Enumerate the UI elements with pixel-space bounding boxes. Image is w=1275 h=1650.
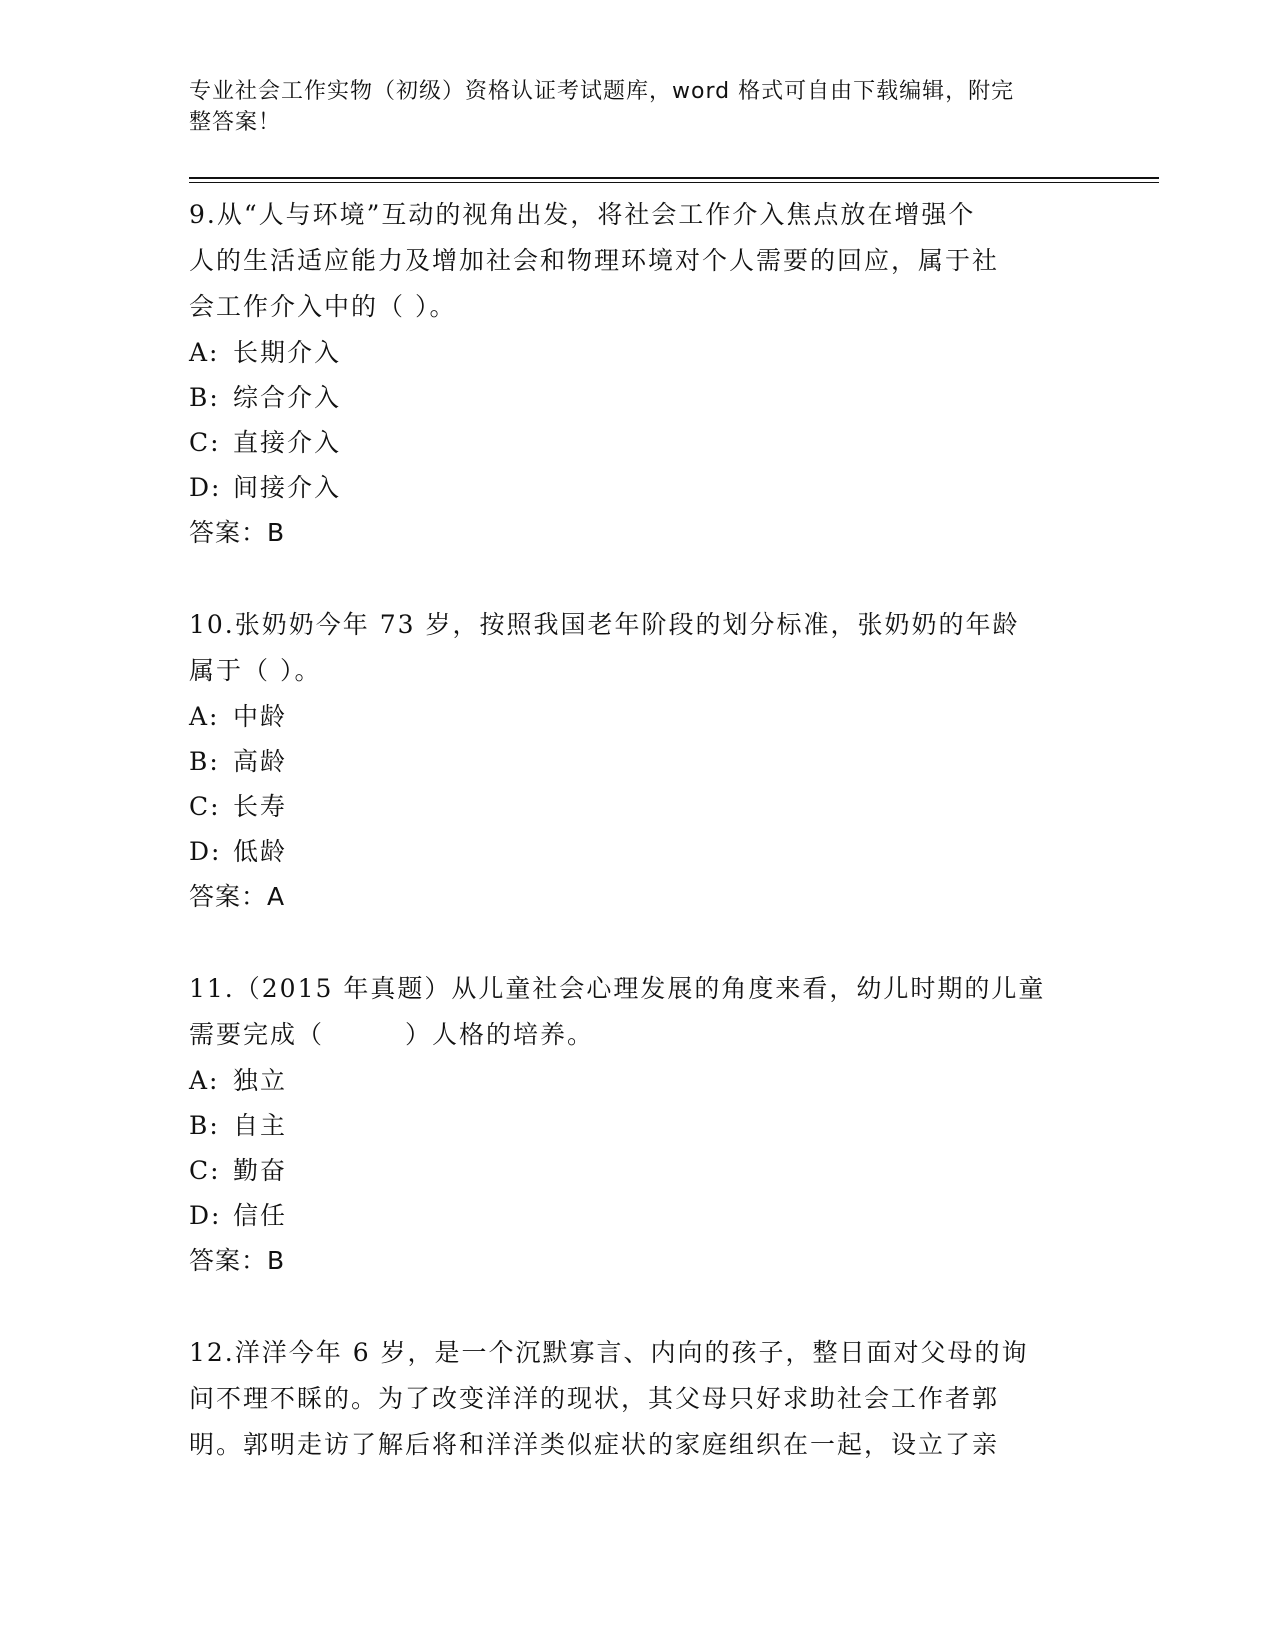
option-letter: A:	[189, 1066, 220, 1095]
question-stem-line: 12.洋洋今年 6 岁，是一个沉默寡言、内向的孩子，整日面对父母的询	[189, 1338, 1029, 1367]
option-text: 信任	[233, 1201, 288, 1230]
option-text: 长期介入	[233, 338, 342, 367]
question-stem-line: 问不理不睬的。为了改变洋洋的现状，其父母只好求助社会工作者郭	[189, 1384, 1000, 1413]
spacer	[189, 556, 1089, 602]
answer-line: 答案：A	[189, 882, 286, 911]
option-c	[189, 420, 1089, 465]
option-text: 综合介入	[233, 383, 342, 412]
option-c	[189, 784, 1089, 829]
option-c	[189, 1148, 1089, 1193]
question-stem-line: 10.张奶奶今年 73 岁，按照我国老年阶段的划分标准，张奶奶的年龄	[189, 610, 1020, 639]
header-line-1: 专业社会工作实物（初级）资格认证考试题库，word 格式可自由下载编辑，附完	[189, 79, 1015, 104]
answer-line: 答案：B	[189, 1246, 286, 1275]
option-letter: C:	[189, 1156, 221, 1185]
question-stem-line: 属于（ ）。	[189, 656, 322, 685]
option-text: 长寿	[233, 792, 288, 821]
question-stem-line: 明。郭明走访了解后将和洋洋类似症状的家庭组织在一起，设立了亲	[189, 1430, 1000, 1459]
option-d	[189, 829, 1089, 874]
option-b	[189, 375, 1089, 420]
option-text: 低龄	[233, 837, 288, 866]
header-line-2: 整答案！	[189, 110, 282, 135]
option-text: 间接介入	[233, 473, 342, 502]
option-letter: A:	[189, 338, 220, 367]
spacer	[189, 1284, 1089, 1330]
option-letter: D:	[189, 473, 222, 502]
question-stem-line: 需要完成（ ）人格的培养。	[189, 1020, 595, 1049]
option-a	[189, 330, 1089, 375]
option-letter: B:	[189, 1111, 220, 1140]
question-9	[189, 192, 1089, 556]
question-list	[189, 192, 1089, 1468]
question-stem-line: 人的生活适应能力及增加社会和物理环境对个人需要的回应，属于社	[189, 246, 1000, 275]
question-12	[189, 1330, 1089, 1468]
option-a	[189, 1058, 1089, 1103]
option-letter: C:	[189, 428, 221, 457]
header-divider-thin	[189, 182, 1159, 183]
option-text: 高龄	[233, 747, 288, 776]
question-11	[189, 966, 1089, 1284]
option-text: 勤奋	[233, 1156, 288, 1185]
option-letter: C:	[189, 792, 221, 821]
spacer	[189, 920, 1089, 966]
option-d	[189, 1193, 1089, 1238]
option-b	[189, 739, 1089, 784]
option-letter: B:	[189, 383, 220, 412]
option-letter: B:	[189, 747, 220, 776]
option-b	[189, 1103, 1089, 1148]
page-header	[189, 76, 1089, 138]
question-stem-line: 9.从“人与环境”互动的视角出发，将社会工作介入焦点放在增强个	[189, 200, 976, 229]
answer-line: 答案：B	[189, 518, 286, 547]
option-letter: A:	[189, 702, 220, 731]
question-10	[189, 602, 1089, 920]
option-text: 独立	[233, 1066, 288, 1095]
question-stem-line: 会工作介入中的（ ）。	[189, 292, 457, 321]
option-letter: D:	[189, 837, 222, 866]
option-text: 中龄	[233, 702, 288, 731]
question-stem-line: 11.（2015 年真题）从儿童社会心理发展的角度来看，幼儿时期的儿童	[189, 974, 1046, 1003]
option-text: 自主	[233, 1111, 288, 1140]
option-text: 直接介入	[233, 428, 342, 457]
option-d	[189, 465, 1089, 510]
option-a	[189, 694, 1089, 739]
option-letter: D:	[189, 1201, 222, 1230]
header-divider-thick	[189, 177, 1159, 179]
